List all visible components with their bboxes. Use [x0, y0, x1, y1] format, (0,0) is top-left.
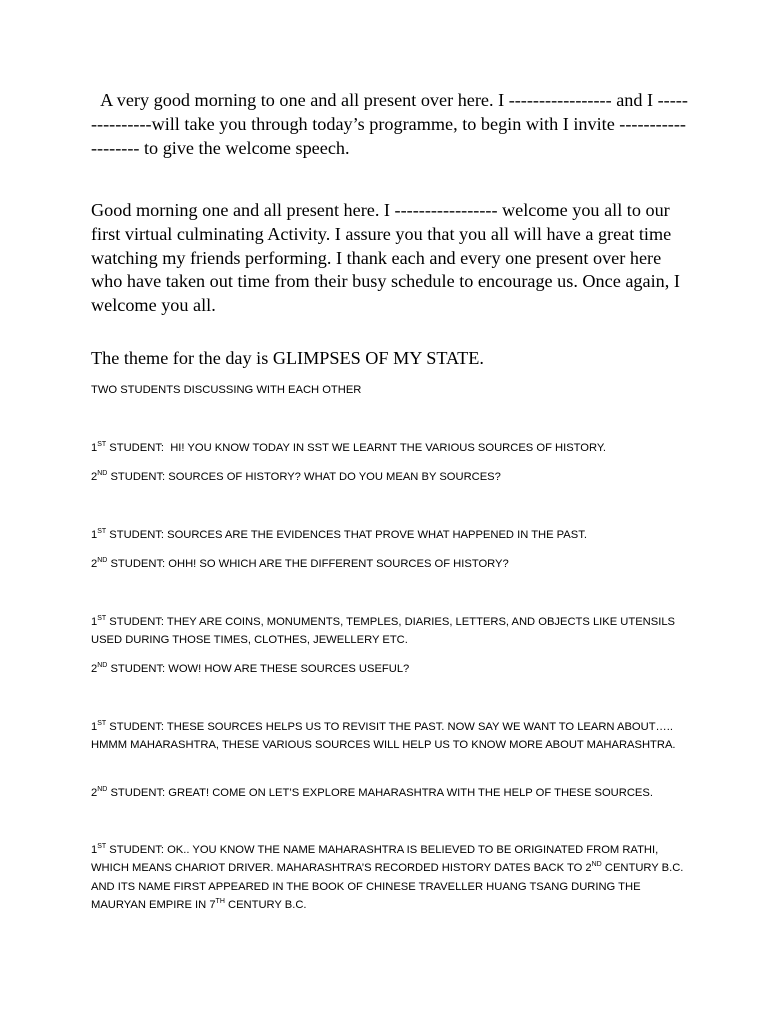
speaker-label: 2ND STUDENT:	[91, 470, 166, 483]
speaker-label: 1ST STUDENT:	[91, 843, 164, 856]
dialogue-text: SOURCES OF HISTORY? WHAT DO YOU MEAN BY SOURCES?	[168, 471, 501, 483]
dialogue-text: OHH! SO WHICH ARE THE DIFFERENT SOURCES OF HISTORY?	[168, 558, 509, 570]
dialogue-subtitle: TWO STUDENTS DISCUSSING WITH EACH OTHER	[91, 384, 362, 396]
dialogue-text: OK.. YOU KNOW THE NAME MAHARASHTRA IS BELIEVED TO BE ORIGINATED FROM RATHI, WHICH MEANS CHARIOT DRIVER. MAHARASHTRA’S RECORDED HISTORY DATES BACK TO 2	[91, 844, 659, 875]
dialogue-text: SOURCES ARE THE EVIDENCES THAT PROVE WHAT HAPPENED IN THE PAST.	[167, 529, 587, 541]
speaker-label: 2ND STUDENT:	[91, 662, 166, 675]
speaker-label: 2ND STUDENT:	[91, 786, 166, 799]
speaker-label: 2ND STUDENT:	[91, 557, 166, 570]
dialogue-line	[91, 784, 691, 802]
dialogue-line	[91, 660, 691, 678]
welcome-paragraph: Good morning one and all present here. I ----------------- welcome you all to our first virtual culminating Activity. I assure you that you all will have a great time watching my friends performing. I thank each and every one present over here who have taken out time from their busy schedule to encourage us. Once again, I welcome you all.	[91, 200, 680, 316]
dialogue-text: THESE SOURCES HELPS US TO REVISIT THE PAST. NOW SAY WE WANT TO LEARN ABOUT….. HMMM MAHARASHTRA, THESE VARIOUS SOURCES WILL HELP US TO KNOW MORE ABOUT MAHARASHTRA.	[91, 721, 676, 752]
dialogue-line	[91, 555, 691, 573]
dialogue-line: 1ST STUDENT: OK.. YOU KNOW THE NAME MAHARASHTRA IS BELIEVED TO BE ORIGINATED FROM RATHI, WHICH MEANS CHARIOT DRIVER. MAHARASHTRA’S RECORDED HISTORY DATES BACK TO 2ND CENTURY B.C. AND ITS NAME FIRST APPEARED IN THE BOOK OF CHINESE TRAVELLER HUANG TSANG DURING THE MAURYAN EMPIRE IN 7TH CENTURY B.C.	[91, 843, 684, 912]
dialogue-text: HI! YOU KNOW TODAY IN SST WE LEARNT THE VARIOUS SOURCES OF HISTORY.	[170, 442, 607, 454]
speaker-label: 1ST STUDENT:	[91, 528, 164, 541]
intro-paragraph	[91, 89, 691, 160]
theme-line: The theme for the day is GLIMPSES OF MY STATE.	[91, 348, 484, 368]
dialogue-line	[91, 526, 691, 544]
speaker-label: 1ST STUDENT:	[91, 615, 164, 628]
intro-text: A very good morning to one and all present over here. I ----------------- and I ---------------will take you through today’s programme, to begin with I invite ------------------- to give the welcome speech.	[91, 90, 688, 158]
dialogue-line	[91, 468, 691, 486]
dialogue-text: GREAT! COME ON LET’S EXPLORE MAHARASHTRA WITH THE HELP OF THESE SOURCES.	[168, 787, 653, 799]
dialogue-text: THEY ARE COINS, MONUMENTS, TEMPLES, DIARIES, LETTERS, AND OBJECTS LIKE UTENSILS USED DURING THOSE TIMES, CLOTHES, JEWELLERY ETC.	[91, 616, 676, 647]
dialogue-line	[91, 439, 691, 457]
dialogue-line	[91, 718, 691, 755]
dialogue-text: WOW! HOW ARE THESE SOURCES USEFUL?	[168, 663, 410, 675]
speaker-label: 1ST STUDENT:	[91, 441, 164, 454]
dialogue-line	[91, 613, 691, 650]
speaker-label: 1ST STUDENT:	[91, 720, 164, 733]
